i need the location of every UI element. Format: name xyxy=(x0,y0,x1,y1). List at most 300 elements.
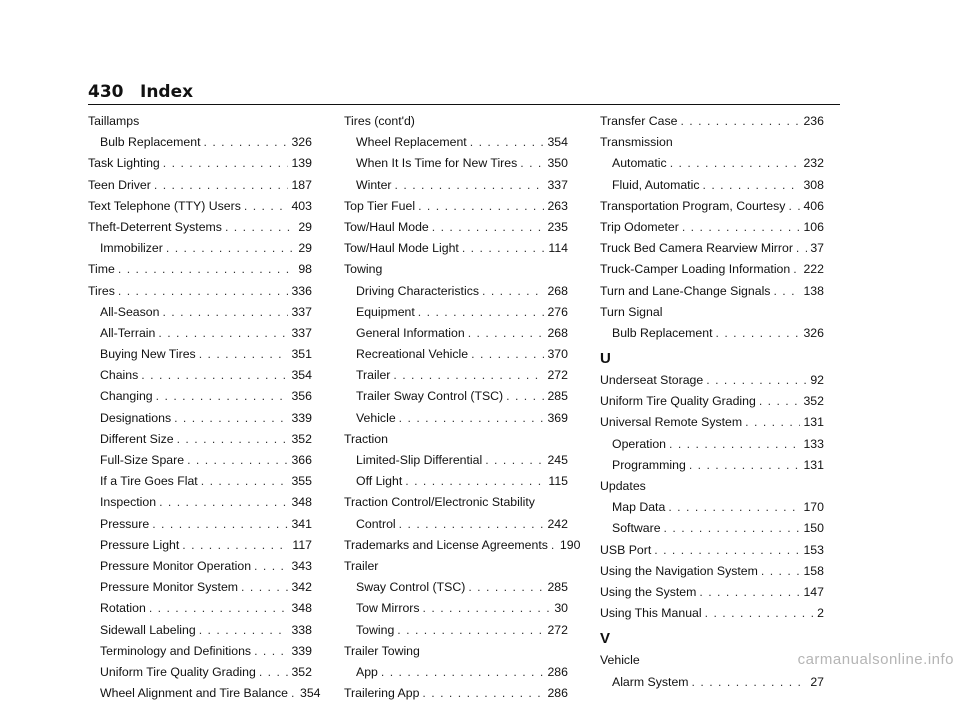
page-ref[interactable]: 370 xyxy=(547,347,568,362)
index-heading xyxy=(88,111,312,132)
dot-leader xyxy=(745,412,800,433)
dot-leader xyxy=(669,434,800,455)
page-ref[interactable]: 92 xyxy=(810,373,824,388)
entry-label: When It Is Time for New Tires xyxy=(356,156,518,171)
entry-label: Transportation Program, Courtesy xyxy=(600,198,786,213)
header-rule xyxy=(88,104,840,105)
page-ref[interactable]: 115 xyxy=(548,474,568,489)
index-entry xyxy=(88,281,312,302)
index-heading-label: Traction Control/Electronic Stability xyxy=(344,495,535,510)
dot-leader xyxy=(689,455,801,476)
index-entry xyxy=(344,535,581,556)
page-ref[interactable]: 286 xyxy=(547,686,568,701)
dot-leader xyxy=(141,365,288,386)
page-ref[interactable]: 263 xyxy=(547,198,568,213)
index-subentry xyxy=(344,344,568,365)
index-entry xyxy=(344,683,568,704)
dot-leader xyxy=(399,408,545,429)
page-ref[interactable]: 354 xyxy=(299,686,321,701)
dot-leader xyxy=(715,323,800,344)
page-ref[interactable]: 342 xyxy=(291,580,312,595)
section-letter: V xyxy=(600,630,611,648)
dot-leader xyxy=(705,603,815,624)
page-ref[interactable]: 131 xyxy=(803,457,824,472)
entry-label: Map Data xyxy=(612,500,666,515)
page-ref[interactable]: 351 xyxy=(291,347,312,362)
page-ref[interactable]: 117 xyxy=(292,537,312,552)
entry-label: Software xyxy=(612,521,661,536)
entry-label: Transfer Case xyxy=(600,114,678,128)
entry-label: Programming xyxy=(612,457,686,472)
entry-label: Changing xyxy=(100,389,153,404)
dot-leader xyxy=(166,238,295,259)
page-ref[interactable]: 158 xyxy=(803,563,824,578)
page-ref[interactable]: 352 xyxy=(291,431,312,446)
index-subentry xyxy=(88,598,312,619)
dot-leader xyxy=(551,535,557,556)
page-ref[interactable]: 268 xyxy=(547,325,568,340)
index-subentry xyxy=(344,132,568,153)
page-number: 430 xyxy=(88,82,124,102)
dot-leader xyxy=(244,196,289,217)
entry-label: Wheel Alignment and Tire Balance xyxy=(100,686,288,701)
dot-leader xyxy=(159,492,288,513)
page-ref[interactable]: 98 xyxy=(298,262,312,277)
page-ref[interactable]: 339 xyxy=(291,410,312,425)
index-heading-label: Traction xyxy=(344,431,388,446)
entry-label: Trailer xyxy=(356,368,391,383)
entry-label: Full-Size Spare xyxy=(100,453,185,467)
page-ref[interactable]: 27 xyxy=(810,674,824,689)
dot-leader xyxy=(468,323,545,344)
entry-label: App xyxy=(356,664,378,679)
entry-label: Operation xyxy=(612,436,667,451)
index-subentry xyxy=(344,598,568,619)
entry-label: Using the Navigation System xyxy=(600,563,758,578)
dot-leader xyxy=(702,175,800,196)
entry-label: Universal Remote System xyxy=(600,415,743,430)
dot-leader xyxy=(793,259,800,280)
entry-label: Underseat Storage xyxy=(600,373,704,388)
index-subentry xyxy=(600,497,824,518)
dot-leader xyxy=(254,556,288,577)
entry-label: Turn and Lane-Change Signals xyxy=(600,283,771,298)
index-subentry xyxy=(88,471,312,492)
index-entry xyxy=(344,217,568,238)
entry-label: Sway Control (TSC) xyxy=(356,580,466,595)
entry-label: Trip Odometer xyxy=(600,219,679,234)
entry-label: Designations xyxy=(100,410,172,425)
dot-leader xyxy=(291,683,297,704)
index-column-1 xyxy=(88,111,321,704)
dot-leader xyxy=(118,281,289,302)
index-subentry xyxy=(344,365,568,386)
page-ref[interactable]: 354 xyxy=(291,368,312,383)
dot-leader xyxy=(203,132,288,153)
index-subentry xyxy=(88,365,312,386)
entry-label: Uniform Tire Quality Grading xyxy=(100,664,256,679)
index-subentry xyxy=(88,662,312,683)
page-ref[interactable]: 350 xyxy=(547,156,568,171)
index-heading xyxy=(344,111,568,132)
dot-leader xyxy=(259,662,289,683)
page-ref[interactable]: 336 xyxy=(291,283,312,298)
entry-label: Task Lighting xyxy=(88,156,160,171)
index-subentry xyxy=(344,450,568,471)
dot-leader xyxy=(177,429,289,450)
index-heading-label: Trailer xyxy=(344,558,379,573)
index-subentry xyxy=(88,344,312,365)
dot-leader xyxy=(759,391,801,412)
entry-label: Tow/Haul Mode Light xyxy=(344,241,459,256)
index-entry xyxy=(88,217,312,238)
dot-leader xyxy=(162,302,288,323)
dot-leader xyxy=(395,175,545,196)
entry-label: All-Terrain xyxy=(100,325,156,340)
page-ref[interactable]: 343 xyxy=(291,558,312,573)
dot-leader xyxy=(393,365,544,386)
page-ref[interactable]: 30 xyxy=(554,601,568,616)
dot-leader xyxy=(199,620,289,641)
index-subentry xyxy=(344,577,568,598)
page-ref[interactable]: 235 xyxy=(547,219,568,234)
index-heading xyxy=(344,641,568,662)
dot-leader xyxy=(422,683,544,704)
entry-label: Pressure Monitor System xyxy=(100,580,239,595)
dot-leader xyxy=(156,386,289,407)
dot-leader xyxy=(706,370,807,391)
index-subentry xyxy=(88,683,321,704)
entry-label: Using This Manual xyxy=(600,606,702,621)
dot-leader xyxy=(154,175,289,196)
index-entry xyxy=(344,196,568,217)
page-ref[interactable]: 348 xyxy=(291,495,312,510)
dot-leader xyxy=(225,217,295,238)
entry-label: Automatic xyxy=(612,156,667,171)
page-ref[interactable]: 337 xyxy=(291,304,312,319)
page-ref[interactable]: 2 xyxy=(817,606,824,621)
dot-leader xyxy=(418,302,545,323)
page-ref[interactable]: 242 xyxy=(547,516,568,531)
page-ref[interactable]: 403 xyxy=(291,198,312,213)
index-entry xyxy=(600,561,824,582)
entry-label: Towing xyxy=(356,622,395,637)
dot-leader xyxy=(163,153,289,174)
dot-leader xyxy=(118,259,295,280)
page-ref[interactable]: 326 xyxy=(291,135,312,150)
index-subentry xyxy=(88,641,312,662)
page-ref[interactable]: 147 xyxy=(803,584,824,599)
entry-label: Tow/Haul Mode xyxy=(344,219,429,234)
entry-label: Winter xyxy=(356,177,392,192)
entry-label: Vehicle xyxy=(356,410,396,425)
index-subentry xyxy=(88,577,312,598)
page-ref[interactable]: 153 xyxy=(803,542,824,557)
page-ref[interactable]: 245 xyxy=(547,453,568,467)
page-ref[interactable]: 406 xyxy=(803,198,824,213)
entry-label: Buying New Tires xyxy=(100,347,196,362)
index-entry xyxy=(600,196,824,217)
page-title: Index xyxy=(140,82,194,102)
index-subentry xyxy=(88,408,312,429)
index-entry xyxy=(600,281,824,302)
entry-label: Truck-Camper Loading Information xyxy=(600,262,791,277)
entry-label: Trademarks and License Agreements xyxy=(344,537,548,552)
page-ref[interactable]: 285 xyxy=(547,580,568,595)
dot-leader xyxy=(397,620,544,641)
index-entry xyxy=(600,370,824,391)
index-subentry xyxy=(600,455,824,476)
index-heading xyxy=(600,650,824,671)
page-ref[interactable]: 286 xyxy=(547,664,568,679)
entry-label: Wheel Replacement xyxy=(356,135,467,150)
page-ref[interactable]: 133 xyxy=(803,436,824,451)
dot-leader xyxy=(788,196,800,217)
index-subentry xyxy=(344,302,568,323)
dot-leader xyxy=(199,344,289,365)
index-subentry xyxy=(344,471,568,492)
page-ref[interactable]: 355 xyxy=(291,474,312,489)
entry-label: Terminology and Definitions xyxy=(100,643,252,658)
page-ref[interactable]: 139 xyxy=(291,156,312,171)
index-entry xyxy=(600,540,824,561)
entry-label: Chains xyxy=(100,368,139,383)
page-ref[interactable]: 356 xyxy=(291,389,312,404)
entry-label: Trailering App xyxy=(344,686,420,701)
page-ref[interactable]: 326 xyxy=(803,325,824,340)
index-subentry xyxy=(88,386,312,407)
index-heading xyxy=(344,259,568,280)
entry-label: USB Port xyxy=(600,542,652,557)
dot-leader xyxy=(241,577,288,598)
dot-leader xyxy=(423,598,552,619)
page-ref[interactable]: 341 xyxy=(291,516,312,531)
entry-label: Limited-Slip Differential xyxy=(356,453,483,467)
index-subentry xyxy=(344,153,568,174)
index-subentry xyxy=(600,323,824,344)
entry-label: Using the System xyxy=(600,584,697,599)
dot-leader xyxy=(699,582,800,603)
index-subentry xyxy=(600,672,824,693)
dot-leader xyxy=(520,153,544,174)
page-ref[interactable]: 268 xyxy=(547,283,568,298)
index-entry xyxy=(600,582,824,603)
index-entry xyxy=(88,175,312,196)
entry-label: All-Season xyxy=(100,304,160,319)
entry-label: Pressure Light xyxy=(100,537,180,552)
index-heading xyxy=(600,132,824,153)
entry-label: Different Size xyxy=(100,431,174,446)
page-ref[interactable]: 272 xyxy=(547,368,568,383)
entry-label: Top Tier Fuel xyxy=(344,198,416,213)
entry-label: Bulb Replacement xyxy=(612,325,713,340)
index-entry xyxy=(88,259,312,280)
entry-label: Text Telephone (TTY) Users xyxy=(88,198,241,213)
index-subentry xyxy=(88,514,312,535)
page-ref[interactable]: 29 xyxy=(298,241,312,256)
page-ref[interactable]: 190 xyxy=(559,537,581,552)
watermark: carmanualsonline.info xyxy=(797,651,954,668)
page-ref[interactable]: 339 xyxy=(291,643,312,658)
entry-label: Trailer Sway Control (TSC) xyxy=(356,389,504,404)
page-ref[interactable]: 150 xyxy=(803,521,824,536)
index-column-2 xyxy=(344,111,581,704)
dot-leader xyxy=(680,111,800,132)
entry-label: Bulb Replacement xyxy=(100,135,201,150)
entry-label: Recreational Vehicle xyxy=(356,347,469,362)
index-entry xyxy=(600,111,824,132)
dot-leader xyxy=(158,323,288,344)
index-subentry xyxy=(88,535,312,556)
page-ref[interactable]: 272 xyxy=(547,622,568,637)
page-ref[interactable]: 337 xyxy=(291,325,312,340)
entry-label: Sidewall Labeling xyxy=(100,622,196,637)
index-subentry xyxy=(344,323,568,344)
dot-leader xyxy=(682,217,801,238)
entry-label: Inspection xyxy=(100,495,157,510)
index-column-3 xyxy=(600,111,824,693)
dot-leader xyxy=(654,540,800,561)
entry-label: Driving Characteristics xyxy=(356,283,479,298)
page-ref[interactable]: 170 xyxy=(803,500,824,515)
index-entry xyxy=(600,391,824,412)
dot-leader xyxy=(796,238,807,259)
page-ref[interactable]: 308 xyxy=(803,177,824,192)
dot-leader xyxy=(381,662,545,683)
index-subentry xyxy=(88,450,312,471)
page-ref[interactable]: 232 xyxy=(803,156,824,171)
index-subentry xyxy=(344,662,568,683)
page-ref[interactable]: 354 xyxy=(547,135,568,150)
page-ref[interactable]: 366 xyxy=(291,453,312,467)
index-heading xyxy=(600,302,824,323)
dot-leader xyxy=(761,561,801,582)
entry-label: Rotation xyxy=(100,601,146,616)
page-ref[interactable]: 352 xyxy=(291,664,312,679)
index-subentry xyxy=(88,302,312,323)
index-subentry xyxy=(344,620,568,641)
entry-label: Alarm System xyxy=(612,674,689,689)
index-heading-label: Towing xyxy=(344,262,383,277)
entry-label: Equipment xyxy=(356,304,415,319)
entry-label: General Information xyxy=(356,325,465,340)
dot-leader xyxy=(182,535,289,556)
dot-leader xyxy=(670,153,801,174)
index-subentry xyxy=(88,132,312,153)
dot-leader xyxy=(468,577,544,598)
index-entry xyxy=(600,238,824,259)
index-subentry xyxy=(344,281,568,302)
section-letter: U xyxy=(600,350,611,368)
index-subentry xyxy=(344,175,568,196)
index-entry xyxy=(600,259,824,280)
page-ref[interactable]: 131 xyxy=(803,415,824,430)
index-subentry xyxy=(88,238,312,259)
entry-label: Theft-Deterrent Systems xyxy=(88,219,222,234)
dot-leader xyxy=(482,281,544,302)
index-heading-label: Turn Signal xyxy=(600,304,663,319)
page-ref[interactable]: 236 xyxy=(803,114,824,128)
dot-leader xyxy=(668,497,800,518)
page-ref[interactable]: 187 xyxy=(291,177,312,192)
index-subentry xyxy=(344,408,568,429)
entry-label: Pressure Monitor Operation xyxy=(100,558,252,573)
index-subentry xyxy=(88,323,312,344)
dot-leader xyxy=(254,641,288,662)
index-heading-label: Tires (cont'd) xyxy=(344,114,415,128)
page-ref[interactable]: 29 xyxy=(298,219,312,234)
index-subentry xyxy=(344,386,568,407)
index-subentry xyxy=(600,518,824,539)
index-subentry xyxy=(88,492,312,513)
dot-leader xyxy=(432,217,545,238)
entry-label: Teen Driver xyxy=(88,177,151,192)
index-heading-label: Trailer Towing xyxy=(344,643,420,658)
index-entry xyxy=(344,238,568,259)
page-ref[interactable]: 276 xyxy=(547,304,568,319)
index-entry xyxy=(600,603,824,624)
index-heading-label: Taillamps xyxy=(88,114,140,128)
index-subentry xyxy=(600,434,824,455)
page-ref[interactable]: 138 xyxy=(803,283,824,298)
index-heading-label: Updates xyxy=(600,479,646,493)
index-heading-label: Transmission xyxy=(600,135,673,150)
page-ref[interactable]: 114 xyxy=(548,241,568,256)
page-ref[interactable]: 37 xyxy=(810,241,824,256)
index-heading xyxy=(344,556,568,577)
dot-leader xyxy=(187,450,288,471)
index-subentry xyxy=(600,153,824,174)
dot-leader xyxy=(773,281,800,302)
index-subentry xyxy=(88,429,312,450)
dot-leader xyxy=(405,471,545,492)
entry-label: Fluid, Automatic xyxy=(612,177,700,192)
entry-label: Pressure xyxy=(100,516,150,531)
entry-label: Tow Mirrors xyxy=(356,601,420,616)
entry-label: Off Light xyxy=(356,474,403,489)
index-entry xyxy=(88,196,312,217)
entry-label: If a Tire Goes Flat xyxy=(100,474,198,489)
page-ref[interactable]: 285 xyxy=(547,389,568,404)
page-ref[interactable]: 337 xyxy=(547,177,568,192)
page-ref[interactable]: 106 xyxy=(803,219,824,234)
index-subentry xyxy=(344,514,568,535)
dot-leader xyxy=(201,471,289,492)
dot-leader xyxy=(152,514,288,535)
page-ref[interactable]: 352 xyxy=(803,394,824,409)
dot-leader xyxy=(506,386,544,407)
dot-leader xyxy=(462,238,546,259)
index-heading xyxy=(344,429,568,450)
page-ref[interactable]: 348 xyxy=(291,601,312,616)
index-heading xyxy=(344,492,568,513)
dot-leader xyxy=(418,196,544,217)
page-ref[interactable]: 369 xyxy=(547,410,568,425)
page-ref[interactable]: 222 xyxy=(803,262,824,277)
page-ref[interactable]: 338 xyxy=(291,622,312,637)
entry-label: Truck Bed Camera Rearview Mirror xyxy=(600,241,793,256)
index-heading-label: Vehicle xyxy=(600,653,640,668)
index-entry xyxy=(600,412,824,433)
entry-label: Control xyxy=(356,516,396,531)
entry-label: Time xyxy=(88,262,115,277)
entry-label: Uniform Tire Quality Grading xyxy=(600,394,756,409)
dot-leader xyxy=(470,132,545,153)
dot-leader xyxy=(149,598,289,619)
index-subentry xyxy=(600,175,824,196)
dot-leader xyxy=(485,450,544,471)
dot-leader xyxy=(664,518,801,539)
